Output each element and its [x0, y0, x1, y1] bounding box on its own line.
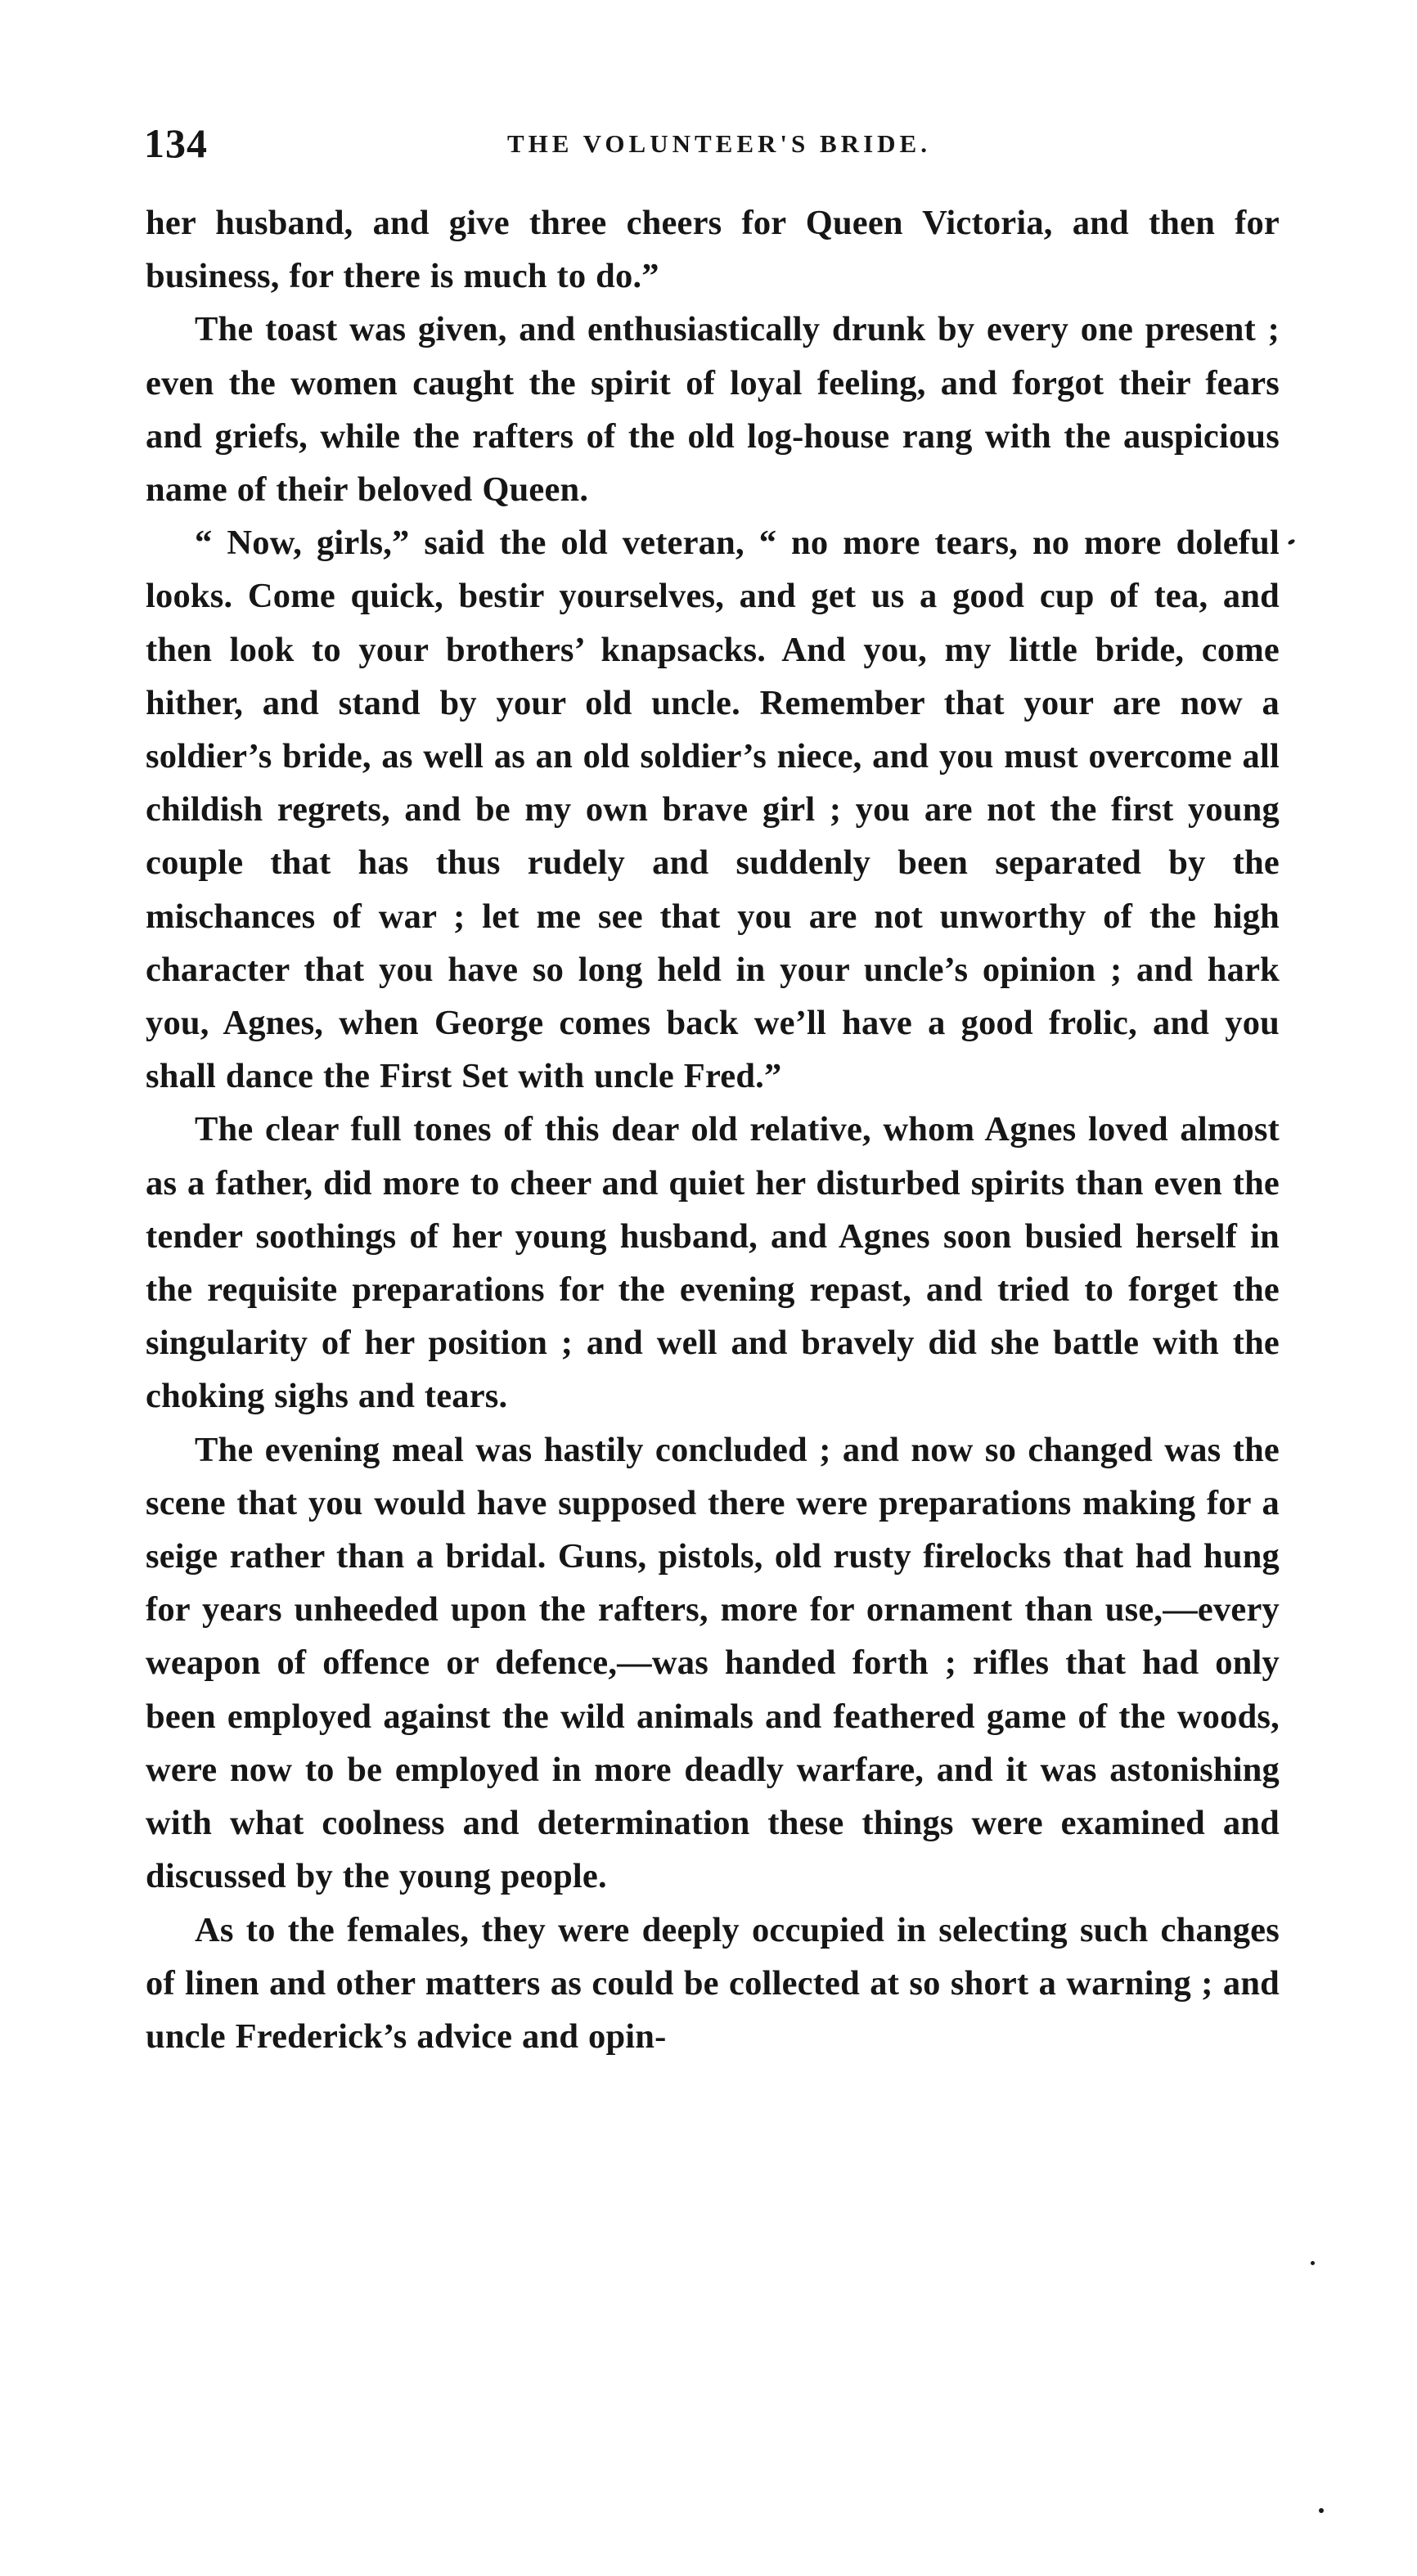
running-head-title: THE VOLUNTEER'S BRIDE.: [507, 129, 931, 158]
ink-speck: [1311, 2261, 1315, 2265]
paragraph-evening-meal: The evening meal was hastily concluded ; and now so changed was the scene that you would have supposed there were preparations making for a seige rather than a bridal. Guns, pistols, old rusty firelocks that had hung for years unheeded upon the rafters, more for ornament than use,—every weapon of offence or defence,—was handed forth ; rifles that had only been employed against the wild animals and feathered game of the woods, were now to be employed in more deadly warfare, and it was astonishing with what coolness and determination these things were examined and discussed by the young people.: [146, 1430, 1280, 1896]
page-number: 134: [144, 120, 208, 166]
paragraph-females: As to the females, they were deeply occupied in selecting such changes of linen and other matters as could be collected at so short a warning ; and uncle Frederick’s advice and opin-: [146, 1910, 1280, 2056]
ink-speck: [1319, 2508, 1324, 2513]
paragraph-veteran-speech: “ Now, girls,” said the old veteran, “ no more tears, no more doleful looks. Come quick, bestir yourselves, and get us a good cup of tea, and then look to your brothers’ knapsacks. And you, my little bride, come hither, and stand by your old uncle. Remember that your are now a soldier’s bride, as well as an old soldier’s niece, and you must overcome all childish regrets, and be my own brave girl ; you are not the first young couple that has thus rudely and suddenly been separated by the mischances of war ; let me see that you are not unworthy of the high character that you have so long held in your uncle’s opinion ; and hark you, Agnes, when George comes back we’ll have a good frolic, and you shall dance the First Set with uncle Fred.”: [146, 524, 1280, 1096]
ink-speck: [1287, 538, 1295, 546]
body-text: [146, 196, 1280, 2063]
paragraph-relative: The clear full tones of this dear old relative, whom Agnes loved almost as a father, did more to cheer and quiet her disturbed spirits than even the tender soothings of her young husband, and Agnes soon busied herself in the requisite preparations for the evening repast, and tried to forget the singularity of her position ; and well and bravely did she battle with the choking sighs and tears.: [146, 1110, 1280, 1416]
paragraph-continued: her husband, and give three cheers for Queen Victoria, and then for business, for there is much to do.”: [146, 204, 1280, 296]
paragraph-toast: The toast was given, and enthusiastically drunk by every one present ; even the women caught the spirit of loyal feeling, and forgot their fears and griefs, while the rafters of the old log-house rang with the auspicious name of their beloved Queen.: [146, 310, 1280, 510]
